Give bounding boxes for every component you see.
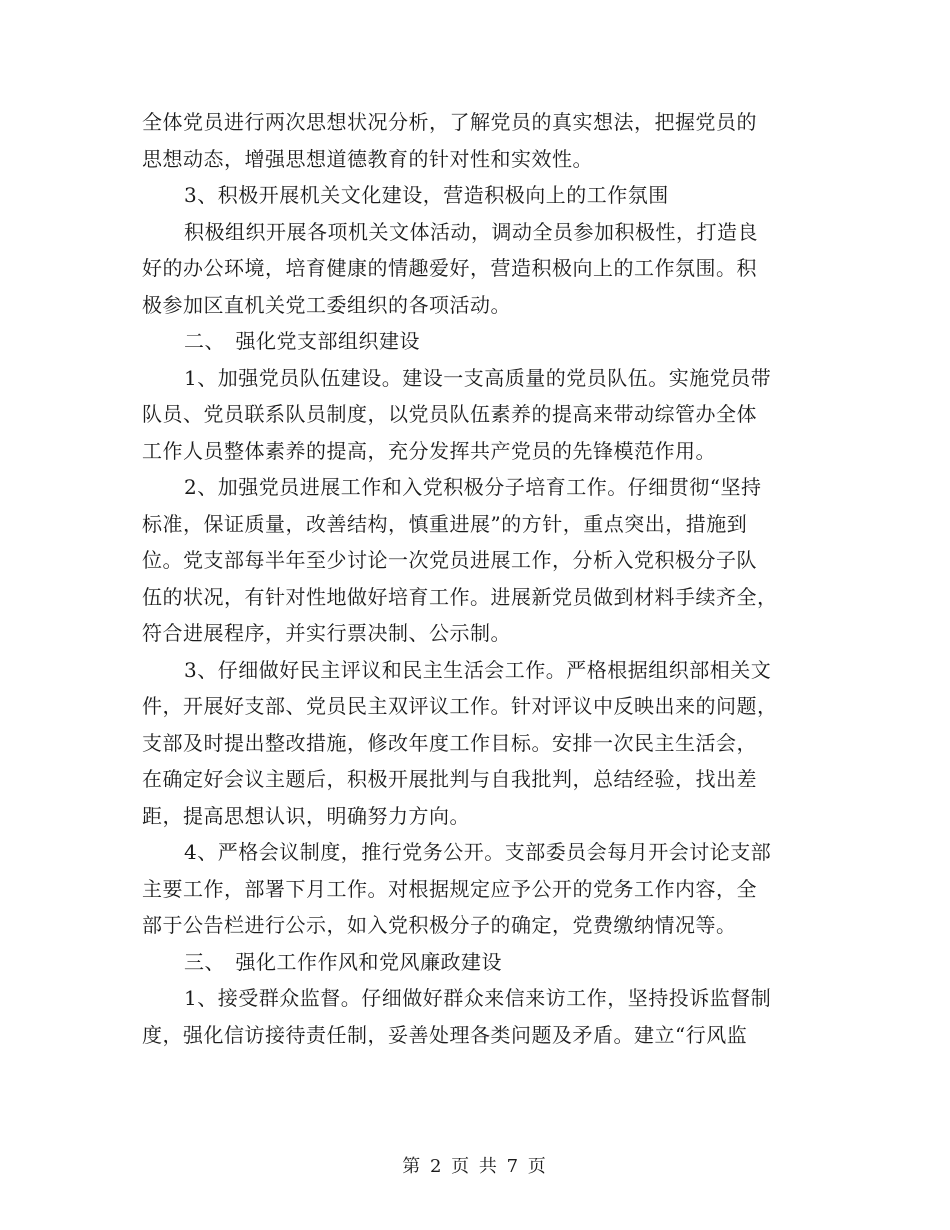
text-line: 伍的状况，有针对性地做好培育工作。进展新党员做到材料手续齐全， — [142, 584, 778, 609]
text-line: 件，开展好支部、党员民主双评议工作。针对评议中反映出来的问题， — [142, 694, 778, 718]
text-line: 积极组织开展各项机关文体活动，调动全员参加积极性，打造良 — [184, 219, 758, 244]
text-line: 好的办公环境，培育健康的情趣爱好，营造积极向上的工作氛围。积 — [142, 256, 757, 280]
text-line: 2、加强党员进展工作和入党积极分子培育工作。仔细贯彻“坚持 — [184, 475, 762, 499]
text-line: 1、加强党员队伍建设。建设一支高质量的党员队伍。实施党员带 — [184, 365, 772, 390]
text-line: 度，强化信访接待责任制，妥善处理各类问题及矛盾。建立“行风监 — [142, 1022, 748, 1047]
text-line: 支部及时提出整改措施，修改年度工作目标。安排一次民主生活会， — [142, 730, 757, 755]
page-number-label: 第 2 页 共 7 页 — [402, 1156, 548, 1177]
page-footer — [0, 1152, 950, 1178]
text-line: 4、严格会议制度，推行党务公开。支部委员会每月开会讨论支部 — [184, 840, 772, 864]
text-line: 在确定好会议主题后，积极开展批判与自我批判，总结经验，找出差 — [142, 767, 757, 791]
text-line: 符合进展程序，并实行票决制、公示制。 — [142, 621, 511, 645]
text-line: 三、 强化工作作风和党风廉政建设 — [184, 949, 502, 974]
text-line: 全体党员进行两次思想状况分析，了解党员的真实想法，把握党员的 — [142, 110, 757, 134]
text-line: 思想动态，增强思想道德教育的针对性和实效性。 — [142, 146, 593, 171]
text-line: 1、接受群众监督。仔细做好群众来信来访工作，坚持投诉监督制 — [184, 986, 772, 1010]
text-line: 部于公告栏进行公示，如入党积极分子的确定，党费缴纳情况等。 — [142, 913, 737, 937]
text-line: 距，提高思想认识，明确努力方向。 — [142, 803, 470, 828]
body-text — [142, 104, 807, 1053]
text-line: 3、仔细做好民主评议和民主生活会工作。严格根据组织部相关文 — [184, 657, 772, 682]
text-line: 3、积极开展机关文化建设，营造积极向上的工作氛围 — [184, 183, 669, 207]
text-line: 工作人员整体素养的提高，充分发挥共产党员的先锋模范作用。 — [142, 438, 716, 463]
text-line: 位。党支部每半年至少讨论一次党员进展工作，分析入党积极分子队 — [142, 548, 757, 572]
text-line: 极参加区直机关党工委组织的各项活动。 — [142, 292, 511, 317]
text-line: 主要工作，部署下月工作。对根据规定应予公开的党务工作内容，全 — [142, 876, 757, 901]
text-line: 标准，保证质量，改善结构，慎重进展”的方针，重点突出，措施到 — [142, 511, 748, 536]
text-line: 队员、党员联系队员制度，以党员队伍素养的提高来带动综管办全体 — [142, 402, 757, 426]
text-line: 二、 强化党支部组织建设 — [184, 329, 420, 353]
